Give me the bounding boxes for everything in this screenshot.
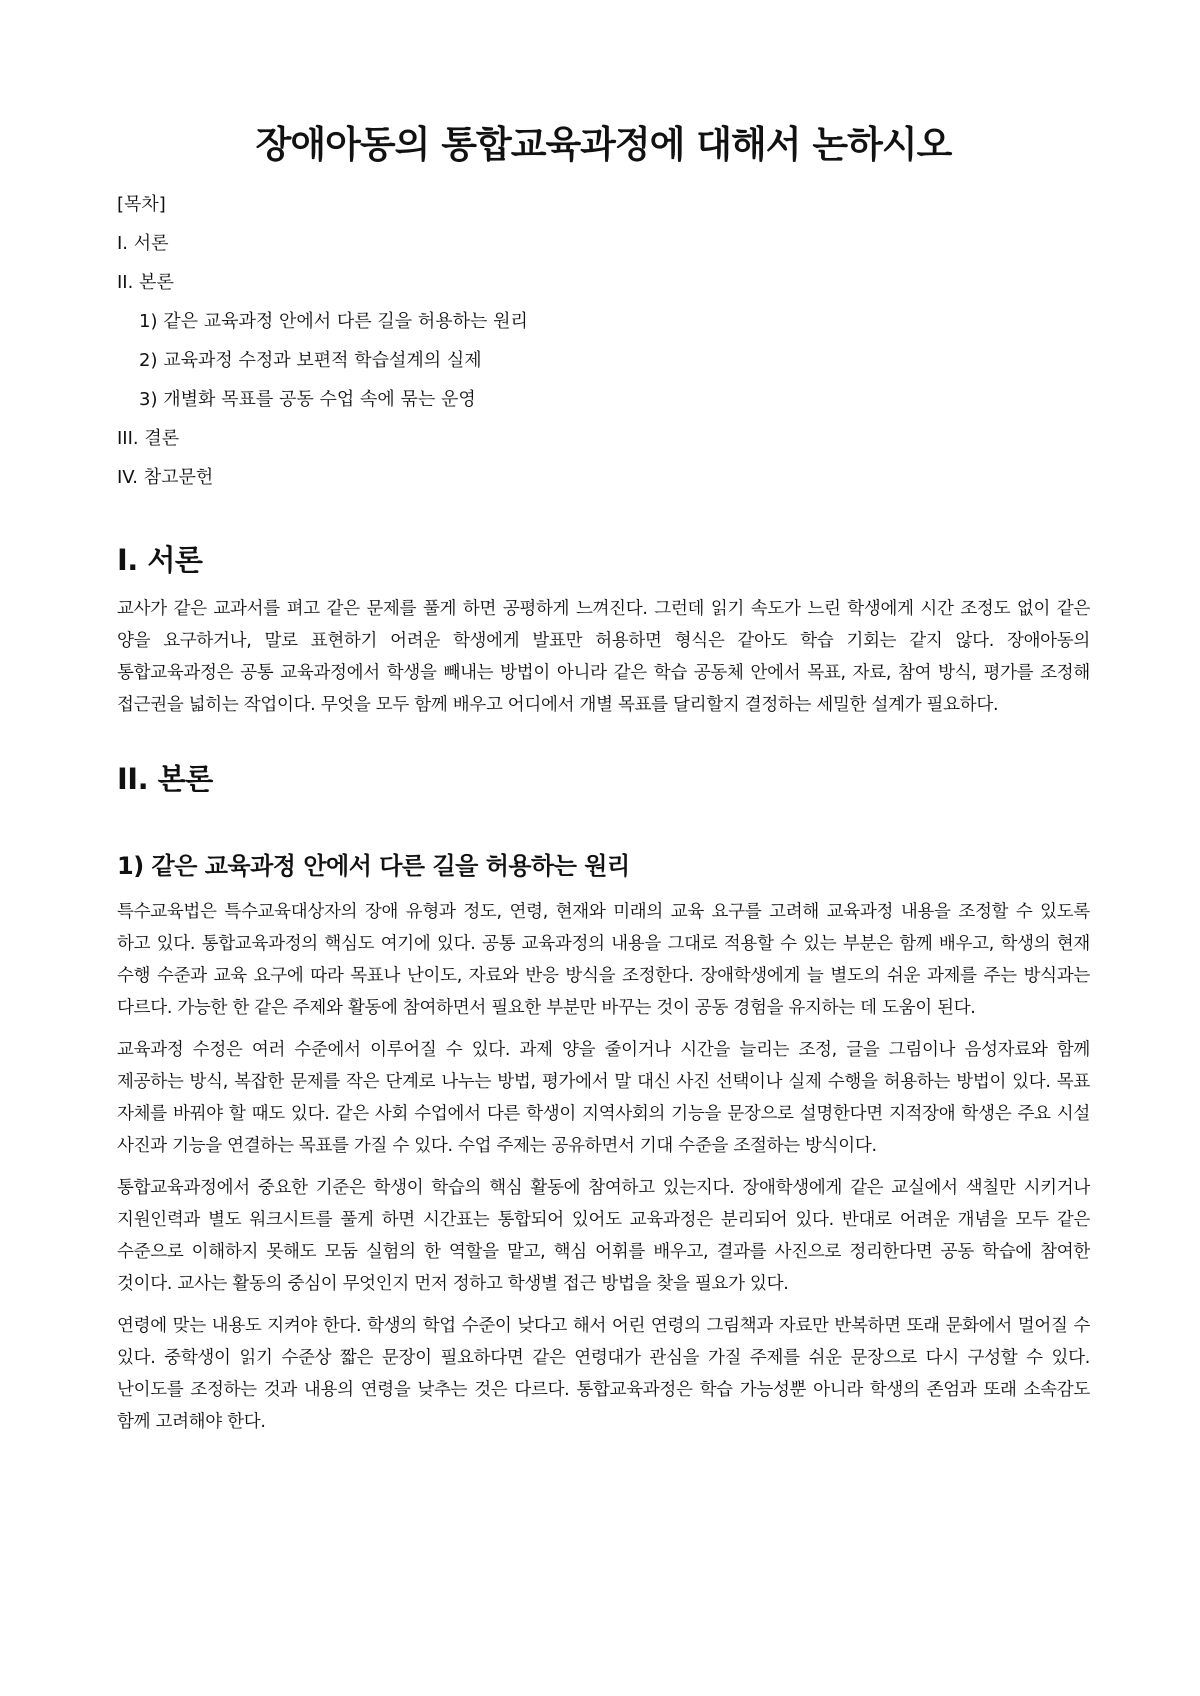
body-paragraph: 특수교육법은 특수교육대상자의 장애 유형과 정도, 연령, 현재와 미래의 교육 요구를 고려해 교육과정 내용을 조정할 수 있도록 하고 있다. 통합교육과정의 핵심도 여기에 있다. 공통 교육과정의 내용을 그대로 적용할 수 있는 부분은 함께 배우고, 학생의 현재 수행 수준과 교육 요구에 따라 목표나 난이도, 자료와 반응 방식을 조정한다. 장애학생에게 늘 별도의 쉬운 과제를 주는 방식과는 다르다. 가능한 한 같은 주제와 활동에 참여하면서 필요한 부분만 바꾸는 것이 공동 경험을 유지하는 데 도움이 된다. [117,901,1090,1018]
toc-heading: [목차] [117,194,166,216]
section-heading-body: II. 본론 [117,761,213,796]
toc-item: II. 본론 [117,272,174,294]
toc-subitem: 1) 같은 교육과정 안에서 다른 길을 허용하는 원리 [139,311,528,333]
table-of-contents [117,194,1090,488]
toc-item: I. 서론 [117,233,169,255]
document-title: 장애아동의 통합교육과정에 대해서 논하시오 [255,123,952,166]
toc-subitem: 2) 교육과정 수정과 보편적 학습설계의 실제 [139,350,482,372]
body-paragraph: 교육과정 수정은 여러 수준에서 이루어질 수 있다. 과제 양을 줄이거나 시간을 늘리는 조정, 글을 그림이나 음성자료와 함께 제공하는 방식, 복잡한 문제를 작은 단계로 나누는 방법, 평가에서 말 대신 사진 선택이나 실제 수행을 허용하는 방법이 있다. 목표 자체를 바꿔야 할 때도 있다. 같은 사회 수업에서 다른 학생이 지역사회의 기능을 문장으로 설명한다면 지적장애 학생은 주요 시설 사진과 기능을 연결하는 목표를 가질 수 있다. 수업 주제는 공유하면서 기대 수준을 조절하는 방식이다. [117,1039,1090,1156]
intro-paragraph: 교사가 같은 교과서를 펴고 같은 문제를 풀게 하면 공평하게 느껴진다. 그런데 읽기 속도가 느린 학생에게 시간 조정도 없이 같은 양을 요구하거나, 말로 표현하기 어려운 학생에게 발표만 허용하면 형식은 같아도 학습 기회는 같지 않다. 장애아동의 통합교육과정은 공통 교육과정에서 학생을 빼내는 방법이 아니라 같은 학습 공동체 안에서 목표, 자료, 참여 방식, 평가를 조정해 접근권을 넓히는 작업이다. 무엇을 모두 함께 배우고 어디에서 개별 목표를 달리할지 결정하는 세밀한 설계가 필요하다. [117,598,1090,715]
toc-item: III. 결론 [117,428,180,450]
toc-subitem: 3) 개별화 목표를 공동 수업 속에 묶는 운영 [139,389,476,411]
body-paragraph: 통합교육과정에서 중요한 기준은 학생이 학습의 핵심 활동에 참여하고 있는지다. 장애학생에게 같은 교실에서 색칠만 시키거나 지원인력과 별도 워크시트를 풀게 하면 시간표는 통합되어 있어도 교육과정은 분리되어 있다. 반대로 어려운 개념을 모두 같은 수준으로 이해하지 못해도 모둠 실험의 한 역할을 맡고, 핵심 어휘를 배우고, 결과를 사진으로 정리한다면 공동 학습에 참여한 것이다. 교사는 활동의 중심이 무엇인지 먼저 정하고 학생별 접근 방법을 찾을 필요가 있다. [117,1177,1090,1294]
subsection-heading: 1) 같은 교육과정 안에서 다른 길을 허용하는 원리 [117,851,630,880]
section-heading-intro: I. 서론 [117,543,203,578]
body-paragraph: 연령에 맞는 내용도 지켜야 한다. 학생의 학업 수준이 낮다고 해서 어린 연령의 그림책과 자료만 반복하면 또래 문화에서 멀어질 수 있다. 중학생이 읽기 수준상 짧은 문장이 필요하다면 같은 연령대가 관심을 가질 주제를 쉬운 문장으로 다시 구성할 수 있다. 난이도를 조정하는 것과 내용의 연령을 낮추는 것은 다르다. 통합교육과정은 학습 가능성뿐 아니라 학생의 존엄과 또래 소속감도 함께 고려해야 한다. [117,1315,1090,1432]
toc-item: IV. 참고문헌 [117,467,214,489]
